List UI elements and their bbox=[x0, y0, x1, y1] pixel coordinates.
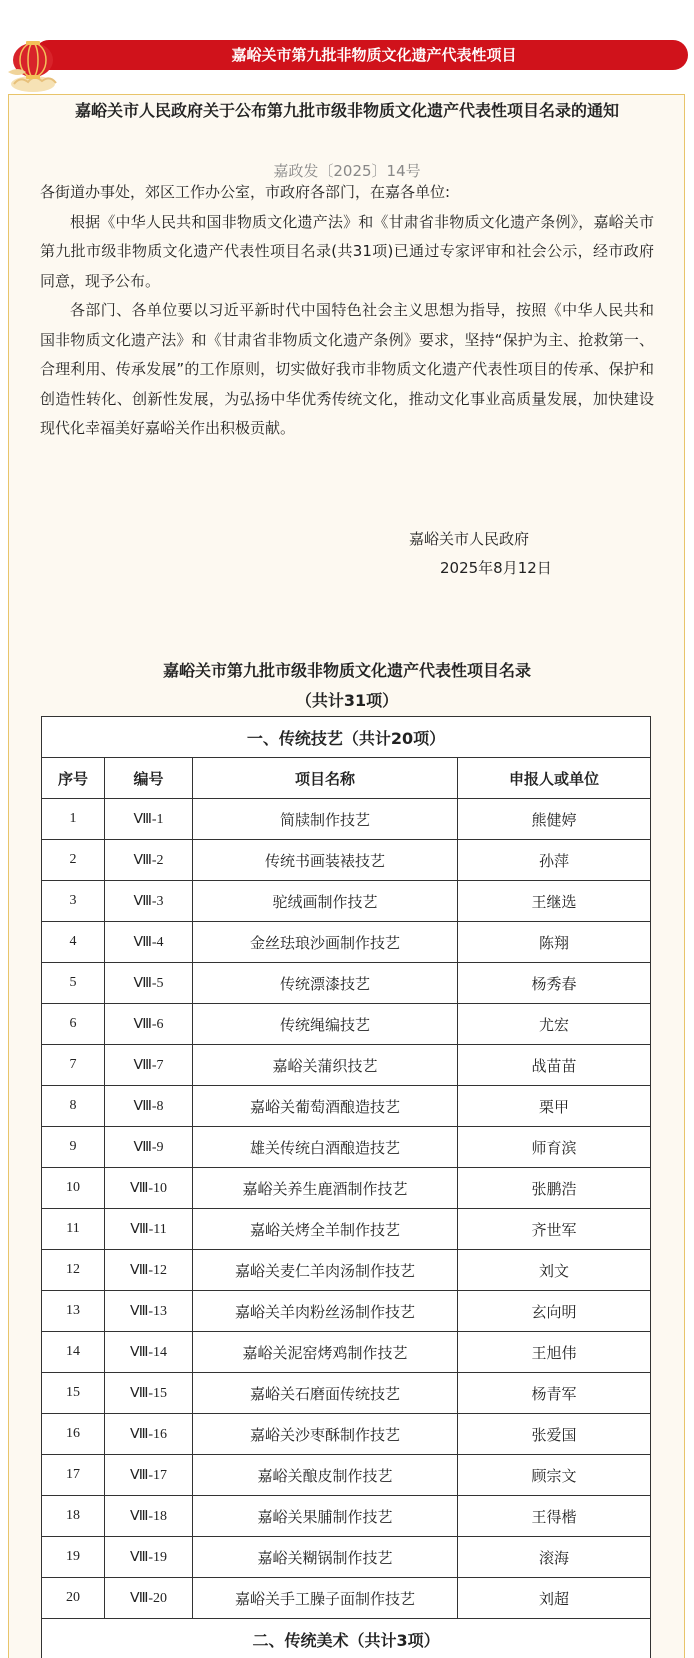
row-project-name: 驼绒画制作技艺 bbox=[193, 881, 458, 922]
row-project-name: 传统绳编技艺 bbox=[193, 1004, 458, 1045]
row-applicant: 孙萍 bbox=[458, 840, 651, 881]
row-code: Ⅷ-4 bbox=[105, 922, 193, 963]
table-row bbox=[42, 799, 651, 840]
row-code: Ⅷ-19 bbox=[105, 1537, 193, 1578]
table-row bbox=[42, 1578, 651, 1619]
row-applicant: 顾宗文 bbox=[458, 1455, 651, 1496]
header-no: 序号 bbox=[42, 758, 105, 799]
row-applicant: 王得楷 bbox=[458, 1496, 651, 1537]
table-row bbox=[42, 1537, 651, 1578]
row-applicant: 陈翔 bbox=[458, 922, 651, 963]
row-code: Ⅷ-17 bbox=[105, 1455, 193, 1496]
paragraph-1: 根据《中华人民共和国非物质文化遗产法》和《甘肃省非物质文化遗产条例》，嘉峪关市第九批市级非物质文化遗产代表性项目名录(共31项)已通过专家评审和社会公示，经市政府同意，现予公布。 bbox=[40, 212, 654, 290]
row-code: Ⅷ-10 bbox=[105, 1168, 193, 1209]
row-project-name: 嘉峪关酿皮制作技艺 bbox=[193, 1455, 458, 1496]
table-row bbox=[42, 963, 651, 1004]
header-applicant: 申报人或单位 bbox=[458, 758, 651, 799]
row-code: Ⅷ-18 bbox=[105, 1496, 193, 1537]
row-number: 20 bbox=[42, 1578, 105, 1619]
row-number: 16 bbox=[42, 1414, 105, 1455]
table-row bbox=[42, 922, 651, 963]
row-code: Ⅷ-15 bbox=[105, 1373, 193, 1414]
table-row bbox=[42, 1168, 651, 1209]
row-applicant: 师育滨 bbox=[458, 1127, 651, 1168]
items-table bbox=[41, 716, 651, 1658]
table-row bbox=[42, 1209, 651, 1250]
row-number: 8 bbox=[42, 1086, 105, 1127]
category-title: 二、传统美术（共计3项） bbox=[42, 1619, 651, 1658]
row-project-name: 雄关传统白酒酿造技艺 bbox=[193, 1127, 458, 1168]
row-project-name: 金丝珐琅沙画制作技艺 bbox=[193, 922, 458, 963]
row-code: Ⅷ-3 bbox=[105, 881, 193, 922]
row-project-name: 嘉峪关手工臊子面制作技艺 bbox=[193, 1578, 458, 1619]
row-applicant: 张鹏浩 bbox=[458, 1168, 651, 1209]
table-row bbox=[42, 1250, 651, 1291]
row-applicant: 张爱国 bbox=[458, 1414, 651, 1455]
row-project-name: 嘉峪关石磨面传统技艺 bbox=[193, 1373, 458, 1414]
row-number: 19 bbox=[42, 1537, 105, 1578]
table-row bbox=[42, 1045, 651, 1086]
row-number: 4 bbox=[42, 922, 105, 963]
row-number: 3 bbox=[42, 881, 105, 922]
row-code: Ⅷ-14 bbox=[105, 1332, 193, 1373]
banner-title: 嘉峪关市第九批非物质文化遗产代表性项目 bbox=[34, 40, 688, 70]
row-code: Ⅷ-2 bbox=[105, 840, 193, 881]
row-number: 17 bbox=[42, 1455, 105, 1496]
row-project-name: 简牍制作技艺 bbox=[193, 799, 458, 840]
table-row bbox=[42, 881, 651, 922]
row-project-name: 嘉峪关泥窑烤鸡制作技艺 bbox=[193, 1332, 458, 1373]
row-applicant: 杨青军 bbox=[458, 1373, 651, 1414]
row-code: Ⅷ-13 bbox=[105, 1291, 193, 1332]
row-project-name: 嘉峪关羊肉粉丝汤制作技艺 bbox=[193, 1291, 458, 1332]
row-applicant: 滚海 bbox=[458, 1537, 651, 1578]
row-project-name: 嘉峪关麦仁羊肉汤制作技艺 bbox=[193, 1250, 458, 1291]
row-project-name: 传统漂漆技艺 bbox=[193, 963, 458, 1004]
table-row bbox=[42, 1086, 651, 1127]
category-title: 一、传统技艺（共计20项） bbox=[42, 717, 651, 758]
row-project-name: 嘉峪关沙枣酥制作技艺 bbox=[193, 1414, 458, 1455]
table-row bbox=[42, 1496, 651, 1537]
row-number: 1 bbox=[42, 799, 105, 840]
date: 2025年8月12日 bbox=[440, 559, 552, 577]
signature: 嘉峪关市人民政府 bbox=[409, 530, 530, 548]
row-number: 7 bbox=[42, 1045, 105, 1086]
row-project-name: 嘉峪关烤全羊制作技艺 bbox=[193, 1209, 458, 1250]
row-code: Ⅷ-8 bbox=[105, 1086, 193, 1127]
salutation: 各街道办事处，郊区工作办公室，市政府各部门，在嘉各单位: bbox=[40, 183, 451, 201]
row-code: Ⅷ-20 bbox=[105, 1578, 193, 1619]
row-applicant: 战苗苗 bbox=[458, 1045, 651, 1086]
category-row bbox=[42, 717, 651, 758]
row-number: 5 bbox=[42, 963, 105, 1004]
table-row bbox=[42, 1373, 651, 1414]
row-project-name: 嘉峪关糊锅制作技艺 bbox=[193, 1537, 458, 1578]
row-code: Ⅷ-5 bbox=[105, 963, 193, 1004]
row-code: Ⅷ-6 bbox=[105, 1004, 193, 1045]
header-banner bbox=[6, 38, 688, 94]
row-applicant: 玄向明 bbox=[458, 1291, 651, 1332]
list-title-main: 嘉峪关市第九批市级非物质文化遗产代表性项目名录 bbox=[162, 661, 531, 680]
notice-title: 嘉峪关市人民政府关于公布第九批市级非物质文化遗产代表性项目名录的通知 bbox=[74, 101, 619, 120]
table-row bbox=[42, 840, 651, 881]
row-code: Ⅷ-9 bbox=[105, 1127, 193, 1168]
paragraph-2: 各部门、各单位要以习近平新时代中国特色社会主义思想为指导，按照《中华人民共和国非物质文化遗产法》和《甘肃省非物质文化遗产条例》要求，坚持“保护为主、抢救第一、合理利用、传承发展”的工作原则，切实做好我市非物质文化遗产代表性项目的传承、保护和创造性转化、创新性发展，为弘扬中华优秀传统文化，推动文化事业高质量发展，加快建设现代化幸福美好嘉峪关作出积极贡献。 bbox=[40, 301, 654, 437]
table-row bbox=[42, 1291, 651, 1332]
notice-body bbox=[40, 178, 654, 444]
category-row bbox=[42, 1619, 651, 1658]
table-row bbox=[42, 1004, 651, 1045]
row-number: 9 bbox=[42, 1127, 105, 1168]
row-applicant: 杨秀春 bbox=[458, 963, 651, 1004]
header-name: 项目名称 bbox=[193, 758, 458, 799]
table-row bbox=[42, 1332, 651, 1373]
row-applicant: 齐世军 bbox=[458, 1209, 651, 1250]
row-applicant: 尤宏 bbox=[458, 1004, 651, 1045]
row-number: 11 bbox=[42, 1209, 105, 1250]
row-applicant: 王继选 bbox=[458, 881, 651, 922]
table-row bbox=[42, 1127, 651, 1168]
row-number: 12 bbox=[42, 1250, 105, 1291]
row-number: 6 bbox=[42, 1004, 105, 1045]
row-project-name: 嘉峪关葡萄酒酿造技艺 bbox=[193, 1086, 458, 1127]
row-code: Ⅷ-11 bbox=[105, 1209, 193, 1250]
row-number: 15 bbox=[42, 1373, 105, 1414]
row-applicant: 栗甲 bbox=[458, 1086, 651, 1127]
row-applicant: 刘超 bbox=[458, 1578, 651, 1619]
table-row bbox=[42, 1414, 651, 1455]
row-number: 2 bbox=[42, 840, 105, 881]
row-number: 10 bbox=[42, 1168, 105, 1209]
row-code: Ⅷ-12 bbox=[105, 1250, 193, 1291]
list-title-count: （共计31项） bbox=[295, 691, 399, 710]
row-applicant: 刘文 bbox=[458, 1250, 651, 1291]
lantern-cloud-icon bbox=[6, 38, 64, 94]
list-title bbox=[0, 656, 694, 716]
row-number: 18 bbox=[42, 1496, 105, 1537]
row-code: Ⅷ-16 bbox=[105, 1414, 193, 1455]
row-code: Ⅷ-7 bbox=[105, 1045, 193, 1086]
table-row bbox=[42, 1455, 651, 1496]
row-project-name: 嘉峪关蒲织技艺 bbox=[193, 1045, 458, 1086]
row-code: Ⅷ-1 bbox=[105, 799, 193, 840]
document-number: 嘉政发〔2025〕14号 bbox=[273, 162, 421, 180]
row-project-name: 传统书画装裱技艺 bbox=[193, 840, 458, 881]
row-number: 13 bbox=[42, 1291, 105, 1332]
row-applicant: 王旭伟 bbox=[458, 1332, 651, 1373]
table-header-row bbox=[42, 758, 651, 799]
row-applicant: 熊健婷 bbox=[458, 799, 651, 840]
header-code: 编号 bbox=[105, 758, 193, 799]
row-project-name: 嘉峪关养生鹿酒制作技艺 bbox=[193, 1168, 458, 1209]
row-project-name: 嘉峪关果脯制作技艺 bbox=[193, 1496, 458, 1537]
row-number: 14 bbox=[42, 1332, 105, 1373]
